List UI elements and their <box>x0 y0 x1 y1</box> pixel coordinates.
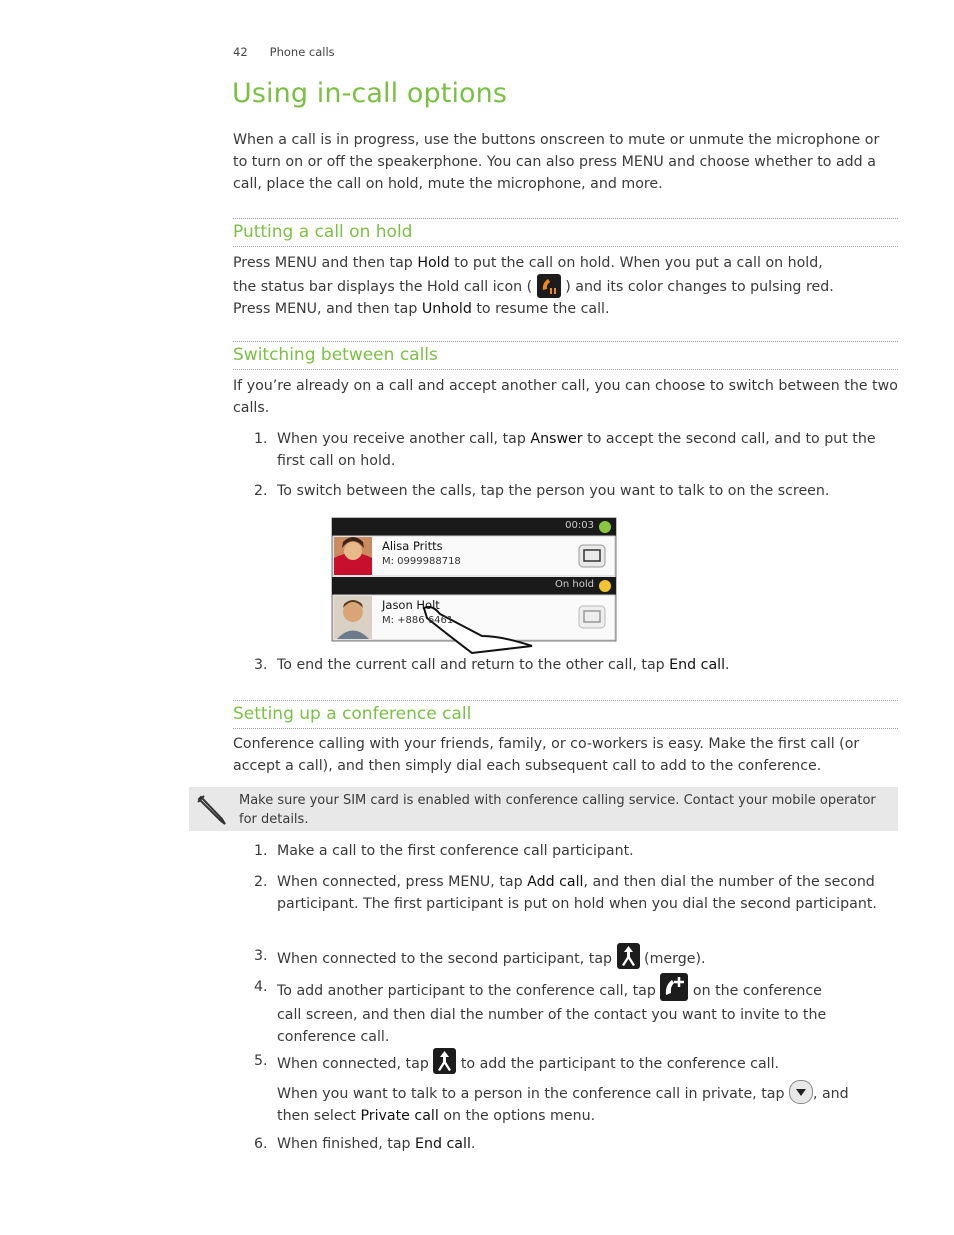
expand-down-icon <box>789 1080 813 1104</box>
section-name: Phone calls <box>269 45 335 59</box>
note-text: Make sure your SIM card is enabled with conference calling service. Contact your mobile operator for details. <box>239 793 876 827</box>
merge-icon <box>617 943 640 969</box>
page-title: Using in-call options <box>232 78 508 109</box>
unhold-term: Unhold <box>421 300 472 317</box>
conference-intro: Conference calling with your friends, family, or co-workers is easy. Make the first call (or accept a call), and then simply dial each subsequent call to add to the conference. <box>233 736 860 774</box>
hold-paragraph: Press MENU and then tap Hold to put the call on hold. When you put a call on hold, the status bar displays the Hold call icon ( ) and its color changes to pulsing red. Press MENU, and then tap Unhold to resume the call. <box>233 255 834 317</box>
answer-term: Answer <box>530 431 583 447</box>
caller1-number: M: 0999988718 <box>382 556 461 567</box>
caller1-action-button[interactable] <box>579 545 605 567</box>
add-participant-icon <box>660 973 688 1001</box>
hold-term: Hold <box>417 255 450 271</box>
intro-paragraph: When a call is in progress, use the buttons onscreen to mute or unmute the microphone or to turn on or off the speakerphone. You can also press MENU and choose whether to add a call, place the call on hold, mute the microphone, and more. <box>233 132 880 192</box>
caller2-number: M: +886 6461 <box>382 615 454 626</box>
caller1-name[interactable]: Alisa Pritts <box>382 539 443 553</box>
section-heading-hold <box>233 218 898 247</box>
call-switch-screenshot <box>332 518 616 641</box>
hold-call-icon <box>537 274 561 298</box>
end-call-term: End call <box>415 1136 471 1152</box>
merge-icon <box>433 1048 456 1074</box>
private-call-term: Private call <box>360 1108 439 1124</box>
switching-intro: If you’re already on a call and accept another call, you can choose to switch between the two calls. <box>233 378 898 416</box>
end-call-term: End call <box>669 657 726 673</box>
page-number: 42 <box>233 45 248 59</box>
section-heading-conference <box>233 700 898 729</box>
section-heading-hold-text: Putting a call on hold <box>233 222 413 242</box>
pencil-icon <box>195 793 229 827</box>
section-heading-conference-text: Setting up a conference call <box>233 704 472 724</box>
section-heading-switching <box>233 341 898 370</box>
active-call-indicator <box>599 521 611 533</box>
manual-page: 42 Phone calls Using in-call options When a call is in progress, use the buttons onscreen to mute or unmute the microphone or to turn on or off the speakerphone. You can also press MENU and choose whether to add a call, place the call on hold, mute the microphone, and more. Putting a call on hold Press MENU and then tap Hold to put the call on hold. When you put a call on hold, the status bar displays the Hold call icon ( ) and its color changes to pulsing red. Press MENU, and then tap Unhold to resume the call. Switching between calls If you’re already on a call and accept another call, you can choose to switch between the two calls. 1. When you receive another call, tap Answer to accept the second call, and to put the first call on hold. 2. To switch between the calls, tap the person you want to talk to on the screen. 00:03 Alisa Pritts M: 0999988718 On hold Jason Holt M: +886 6461 3. To end the current call and return to the other call, tap End call. Setting up a conference call Conference calling with your friends, family, or co-workers is easy. Make the first call (or accept a call), and then simply dial each subsequent call to add to the conference. Make sure your SIM card is enabled with conference calling service. Contact your mobile operator for details. 1. Make a call to the first conference call participant. 2. When connected, press MENU, tap Add call, and then dial the number of the second participant. The first participant is put on hold when you dial the second participant. 3. When connected to the second participant, tap (merge). 4. To add another participant to the conference call, tap on the conference call screen, and then dial the number of the contact you want to invite to the conference call. 5. When connected, tap to add the participant to the conference call. When you want to talk to a person in the conference call in private, tap , and then select Private call on the options menu. 6. When finished, tap End call. <box>0 0 954 1235</box>
add-call-term: Add call <box>527 874 584 890</box>
caller2-action-button[interactable] <box>579 606 605 628</box>
note-box <box>189 787 898 831</box>
call-timer: 00:03 <box>565 520 594 531</box>
on-hold-indicator <box>599 580 611 592</box>
on-hold-label: On hold <box>555 579 594 590</box>
caller2-name[interactable]: Jason Holt <box>382 598 440 612</box>
section-heading-switching-text: Switching between calls <box>233 345 438 365</box>
running-header <box>233 45 335 59</box>
